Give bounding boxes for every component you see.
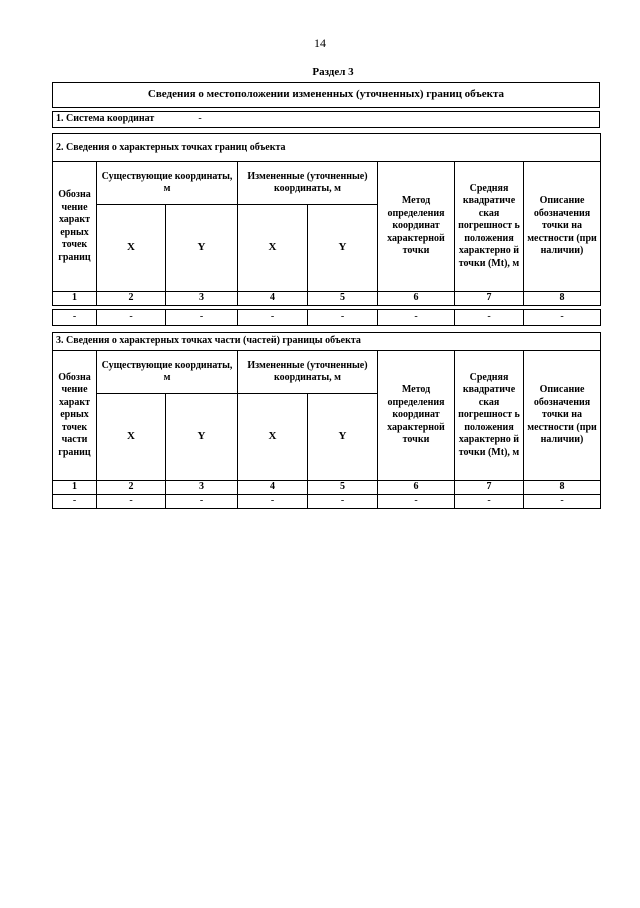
section3-heading: 3. Сведения о характерных точках части (частей) границы объекта bbox=[53, 333, 601, 351]
section2-cell: - bbox=[455, 310, 524, 326]
section3-col-error: Средняя квадратиче ская погрешност ь положения характерно й точки (Mt), м bbox=[455, 351, 524, 481]
section3-data-row bbox=[53, 494, 601, 508]
section2-num: 3 bbox=[166, 292, 238, 306]
section3-num: 3 bbox=[166, 481, 238, 495]
section3-cell: - bbox=[53, 494, 97, 508]
section2-col-desc: Описание обозначения точки на местности (при наличии) bbox=[524, 162, 601, 292]
section3-num: 4 bbox=[238, 481, 308, 495]
section2-existing-x: X bbox=[97, 205, 166, 292]
section2-col-point: Обозна чение характ ерных точек границ bbox=[53, 162, 97, 292]
section2-cell: - bbox=[166, 310, 238, 326]
section3-number-row bbox=[53, 481, 601, 495]
section3-col-desc: Описание обозначения точки на местности (при наличии) bbox=[524, 351, 601, 481]
section2-changed-y: Y bbox=[308, 205, 378, 292]
section3-cell: - bbox=[166, 494, 238, 508]
section3-num: 8 bbox=[524, 481, 601, 495]
section3-col-changed: Измененные (уточненные) координаты, м bbox=[238, 351, 378, 394]
section2-cell: - bbox=[308, 310, 378, 326]
section3-changed-x: X bbox=[238, 394, 308, 481]
section2-num: 1 bbox=[53, 292, 97, 306]
title-box bbox=[52, 82, 600, 108]
section2-num: 5 bbox=[308, 292, 378, 306]
section2-col-method: Метод определения координат характерной точки bbox=[378, 162, 455, 292]
section2-data-table bbox=[52, 309, 601, 326]
section2-col-existing: Существующие координаты, м bbox=[97, 162, 238, 205]
section3-col-method: Метод определения координат характерной точки bbox=[378, 351, 455, 481]
section2-num: 2 bbox=[97, 292, 166, 306]
section3-col-point: Обозна чение характ ерных точек части границ bbox=[53, 351, 97, 481]
section2-cell: - bbox=[524, 310, 601, 326]
section2-num: 4 bbox=[238, 292, 308, 306]
section2-table bbox=[52, 133, 601, 306]
section3-num: 5 bbox=[308, 481, 378, 495]
section2-cell: - bbox=[53, 310, 97, 326]
section2-num: 7 bbox=[455, 292, 524, 306]
section3-cell: - bbox=[455, 494, 524, 508]
section3-existing-y: Y bbox=[166, 394, 238, 481]
section2-existing-y: Y bbox=[166, 205, 238, 292]
section3-num: 2 bbox=[97, 481, 166, 495]
section-label: Раздел 3 bbox=[312, 66, 354, 78]
section3-num: 1 bbox=[53, 481, 97, 495]
section2-cell: - bbox=[378, 310, 455, 326]
page-number: 14 bbox=[314, 36, 326, 50]
section3-table bbox=[52, 332, 601, 509]
section2-num: 8 bbox=[524, 292, 601, 306]
section2-cell: - bbox=[238, 310, 308, 326]
section2-heading: 2. Сведения о характерных точках границ объекта bbox=[53, 134, 601, 162]
section3-cell: - bbox=[97, 494, 166, 508]
section3-existing-x: X bbox=[97, 394, 166, 481]
coord-system-box bbox=[52, 111, 600, 128]
coord-system-label: 1. Система координат bbox=[56, 113, 155, 125]
document-title: Сведения о местоположении измененных (уточненных) границ объекта bbox=[53, 83, 600, 108]
section2-data-row bbox=[53, 310, 601, 326]
section3-num: 6 bbox=[378, 481, 455, 495]
section2-col-changed: Измененные (уточненные) координаты, м bbox=[238, 162, 378, 205]
section3-cell: - bbox=[308, 494, 378, 508]
section3-num: 7 bbox=[455, 481, 524, 495]
section2-changed-x: X bbox=[238, 205, 308, 292]
section3-cell: - bbox=[238, 494, 308, 508]
coord-system-cell bbox=[53, 112, 600, 128]
section3-cell: - bbox=[524, 494, 601, 508]
section3-changed-y: Y bbox=[308, 394, 378, 481]
section2-num: 6 bbox=[378, 292, 455, 306]
section2-cell: - bbox=[97, 310, 166, 326]
section2-col-error: Средняя квадратиче ская погрешност ь положения характерно й точки (Mt), м bbox=[455, 162, 524, 292]
coord-system-value: - bbox=[198, 113, 202, 125]
section3-cell: - bbox=[378, 494, 455, 508]
section2-number-row bbox=[53, 292, 601, 306]
section3-col-existing: Существующие координаты, м bbox=[97, 351, 238, 394]
